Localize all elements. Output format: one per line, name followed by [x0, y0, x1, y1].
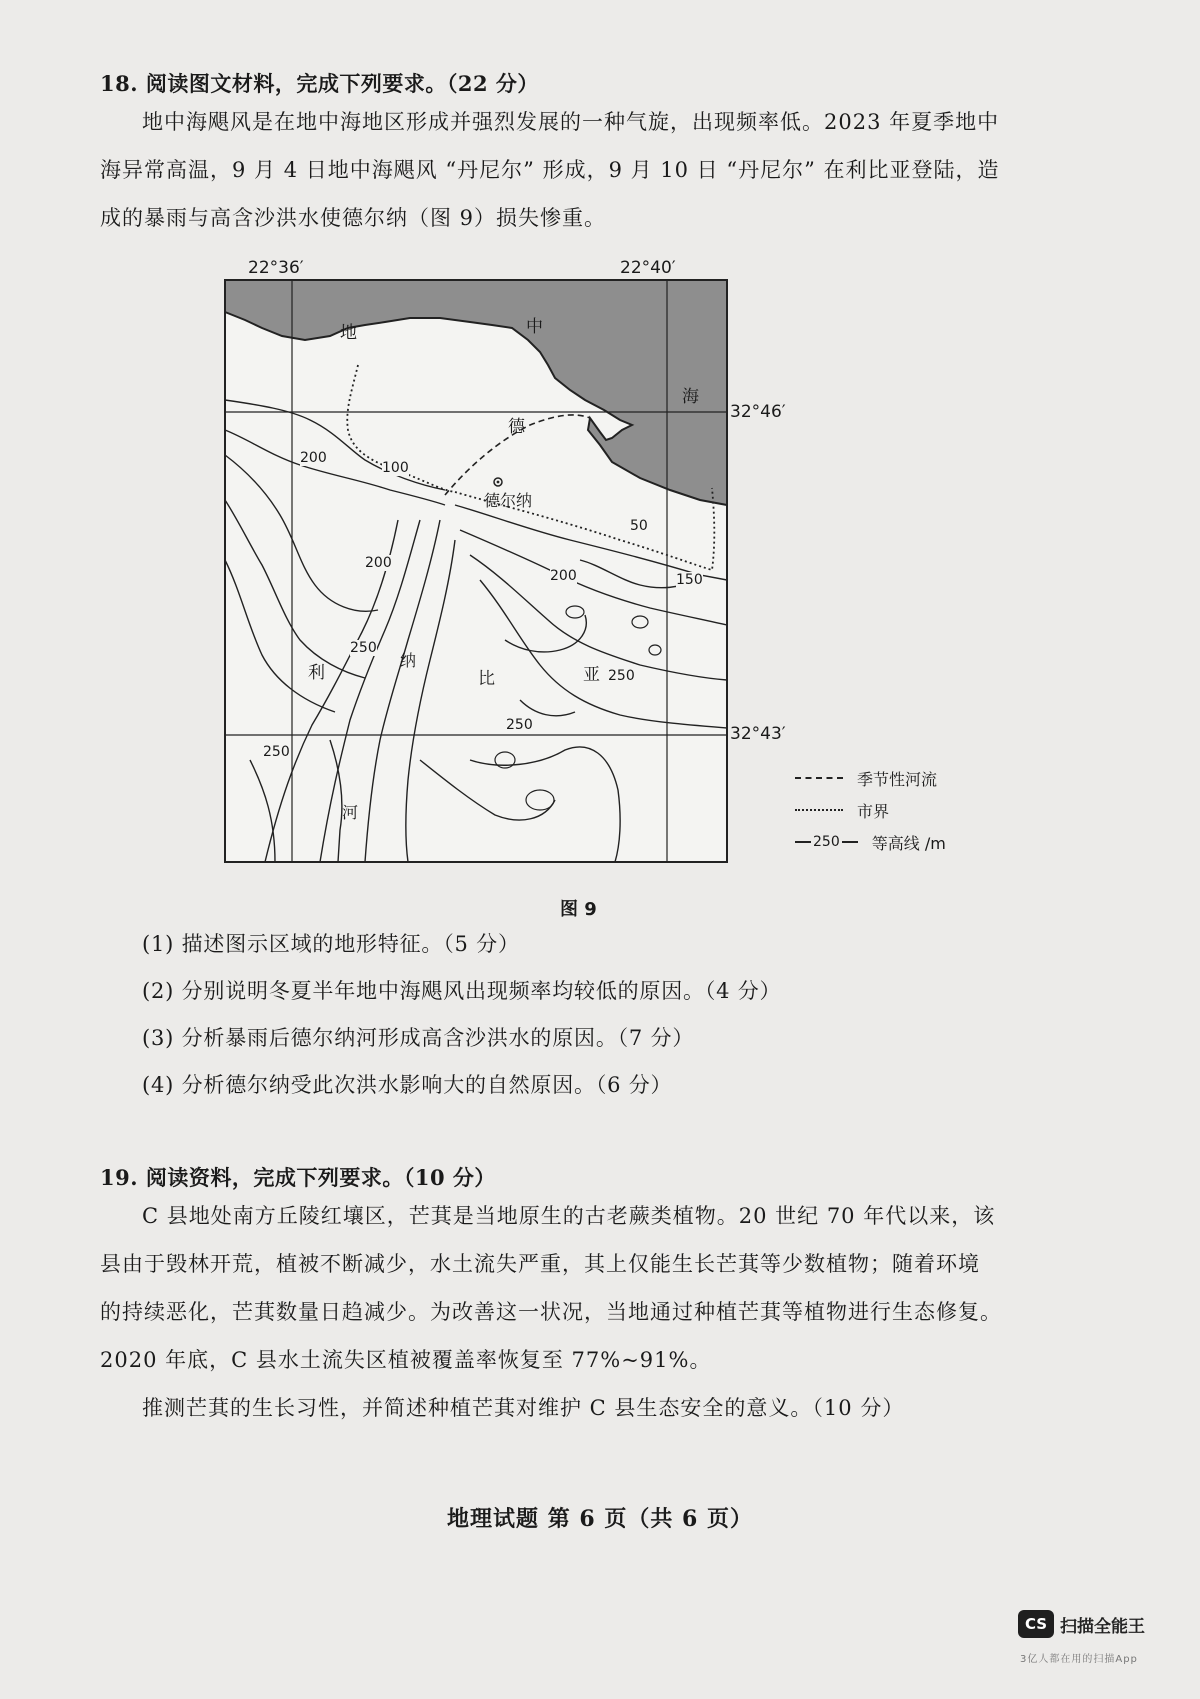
contour-label: 50 — [630, 518, 648, 534]
figure-caption: 图 9 — [560, 899, 597, 920]
q18-line-3: 成的暴雨与高含沙洪水使德尔纳（图 9）损失惨重。 — [100, 206, 607, 230]
sea-char-1: 地 — [340, 323, 357, 343]
q18-sub-4: (4) 分析德尔纳受此次洪水影响大的自然原因。（6 分） — [142, 1073, 673, 1097]
legend-seasonal-river — [795, 762, 946, 794]
contour-label: 250 — [350, 640, 377, 656]
watermark-subtitle: 3亿人都在用的扫描App — [1020, 1654, 1138, 1665]
q19-line-3: 的持续恶化，芒萁数量日趋减少。为改善这一状况，当地通过种植芒萁等植物进行生态修复。 — [100, 1300, 1002, 1324]
contour-label: 250 — [608, 668, 635, 684]
q19-material — [100, 1192, 1080, 1432]
q19-heading: 19. 阅读资料，完成下列要求。（10 分） — [100, 1165, 496, 1190]
legend-city-boundary-label: 市界 — [857, 801, 890, 821]
legend-dot-symbol — [795, 809, 843, 811]
scanner-watermark — [1018, 1610, 1188, 1680]
watermark-brand: 扫描全能王 — [1060, 1617, 1145, 1637]
river-char-2: 河 — [342, 803, 359, 822]
lon-left-label: 22°36′ — [248, 258, 304, 278]
q18-sub-2: (2) 分别说明冬夏半年地中海飓风出现频率均较低的原因。（4 分） — [142, 979, 782, 1003]
lat-top-label: 32°46′ — [730, 402, 786, 422]
legend-contour — [795, 826, 946, 858]
legend-contour-value: 250 — [813, 834, 840, 850]
q18-line-1: 地中海飓风是在地中海地区形成并强烈发展的一种气旋，出现频率低。2023 年夏季地中 — [142, 110, 1000, 134]
camscanner-logo-icon: CS — [1018, 1610, 1054, 1638]
lat-bottom-label: 32°43′ — [730, 724, 786, 744]
legend-contour-label: 等高线 /m — [871, 833, 946, 853]
city-label: 德尔纳 — [484, 491, 533, 510]
river-char-1: 纳 — [400, 651, 417, 670]
sea-char-3: 海 — [682, 387, 699, 407]
contour-label: 200 — [300, 450, 327, 466]
q19-line-4: 2020 年底，C 县水土流失区植被覆盖率恢复至 77%~91%。 — [100, 1348, 712, 1372]
legend-contour-symbol-tail — [842, 841, 858, 843]
q19-task: 推测芒萁的生长习性，并简述种植芒萁对维护 C 县生态安全的意义。（10 分） — [142, 1396, 905, 1420]
sea-char-2: 中 — [526, 317, 543, 337]
page-footer: 地理试题 第 6 页（共 6 页） — [447, 1506, 753, 1532]
contour-label: 100 — [382, 460, 409, 476]
legend-seasonal-river-label: 季节性河流 — [857, 769, 938, 789]
libya-char-2: 比 — [478, 669, 495, 689]
q18-heading: 18. 阅读图文材料，完成下列要求。（22 分） — [100, 71, 539, 96]
legend-contour-symbol — [795, 841, 811, 843]
contour-label: 200 — [550, 568, 577, 584]
q18-line-2: 海异常高温，9 月 4 日地中海飓风 “丹尼尔” 形成，9 月 10 日 “丹尼尔” 在利比亚登陆，造 — [100, 158, 1000, 182]
map-legend — [795, 762, 946, 858]
libya-char-3: 亚 — [583, 665, 600, 685]
legend-city-boundary — [795, 794, 946, 826]
derna-marker-dot — [497, 481, 500, 484]
q19-line-2: 县由于毁林开荒，植被不断减少，水土流失严重，其上仅能生长芒萁等少数植物；随着环境 — [100, 1252, 980, 1276]
contour-label: 150 — [676, 572, 703, 588]
lon-right-label: 22°40′ — [620, 258, 676, 278]
contour-label: 250 — [263, 744, 290, 760]
region-de-label: 德 — [508, 417, 525, 437]
legend-dash-symbol — [795, 777, 843, 779]
libya-char-1: 利 — [308, 663, 325, 683]
contour-label: 200 — [365, 555, 392, 571]
contour-label: 250 — [506, 717, 533, 733]
q19-line-1: C 县地处南方丘陵红壤区，芒萁是当地原生的古老蕨类植物。20 世纪 70 年代以来，该 — [142, 1204, 996, 1228]
q18-sub-3: (3) 分析暴雨后德尔纳河形成高含沙洪水的原因。（7 分） — [142, 1026, 695, 1050]
q18-sub-1: (1) 描述图示区域的地形特征。（5 分） — [142, 932, 520, 956]
